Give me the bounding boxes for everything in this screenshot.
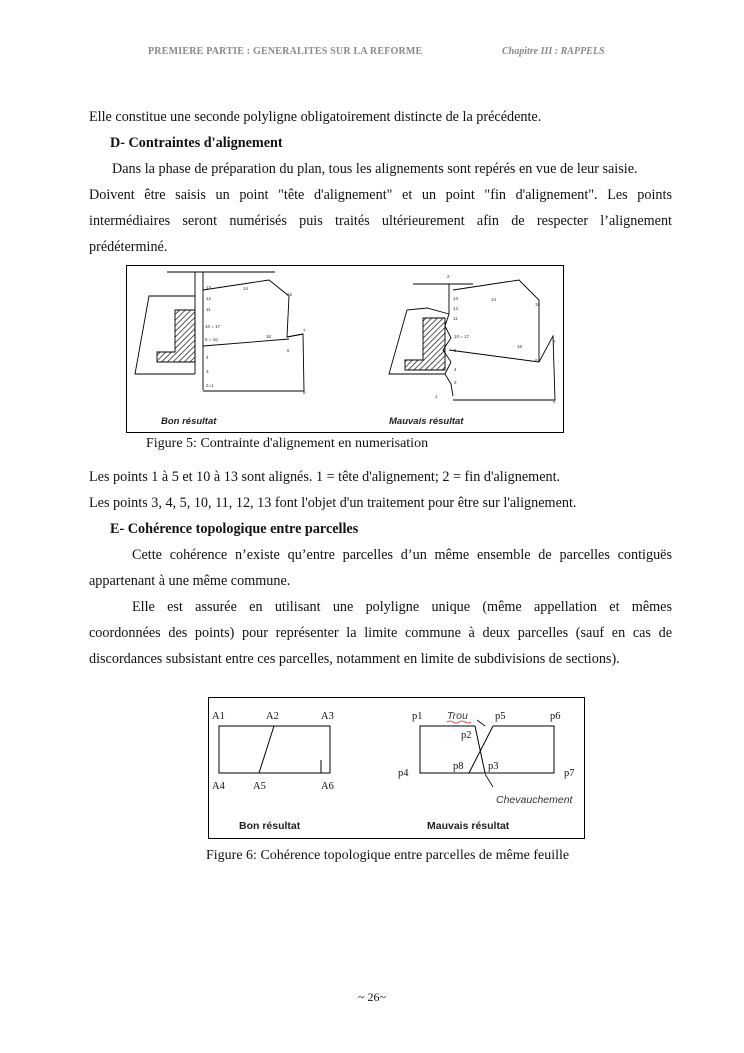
paragraph-d-line4: prédéterminé.: [89, 239, 168, 255]
figure-5-caption: Figure 5: Contrainte d'alignement en numerisation: [146, 436, 429, 451]
figure-5-good-point-labels: [205, 285, 306, 395]
point-p1: p1: [412, 711, 423, 722]
paragraph-e2-line2: coordonnées des points) pour représenter la limite commune à deux parcelles (sauf en cas de: [89, 625, 672, 641]
svg-text:15: 15: [287, 292, 293, 297]
paragraph-d-line1: Dans la phase de préparation du plan, tous les alignements sont repérés en vue de leur saisie.: [112, 161, 638, 177]
svg-text:13: 13: [453, 296, 459, 301]
svg-text:2: 2: [447, 274, 450, 279]
svg-text:1: 1: [435, 394, 438, 399]
svg-text:14: 14: [491, 297, 497, 302]
point-a3: A3: [321, 711, 334, 722]
figure-5-bad-point-labels: [435, 274, 556, 404]
figure-6-caption: Figure 6: Cohérence topologique entre parcelles de même feuille: [206, 848, 570, 863]
point-p2: p2: [461, 730, 472, 741]
section-heading-e: E- Cohérence topologique entre parcelles: [110, 521, 359, 537]
svg-text:5 = 10: 5 = 10: [205, 337, 218, 342]
svg-text:16: 16: [517, 344, 523, 349]
svg-text:6: 6: [535, 358, 538, 363]
figure-5-bad-result: [389, 280, 555, 400]
svg-text:14: 14: [243, 286, 249, 291]
svg-text:4: 4: [454, 367, 457, 372]
paragraph-e2-line3: discordances subsistant entre ces parcelles, notamment en limite de subdivisions de sections).: [89, 651, 620, 667]
svg-text:12: 12: [453, 306, 459, 311]
point-p6: p6: [550, 711, 561, 722]
section-heading-d: D- Contraintes d'alignement: [110, 135, 283, 151]
paragraph-e1-line1: Cette cohérence n’existe qu’entre parcelles d’un même ensemble de parcelles contiguës: [132, 547, 672, 563]
running-header-part: PREMIERE PARTIE : GENERALITES SUR LA REFORME: [148, 46, 423, 57]
figure-6-bad-result: [420, 720, 554, 787]
point-p3: p3: [488, 761, 499, 772]
svg-text:8: 8: [553, 399, 556, 404]
svg-text:6: 6: [287, 348, 290, 353]
point-a6: A6: [321, 781, 334, 792]
svg-text:10 = 17: 10 = 17: [454, 334, 470, 339]
svg-text:11: 11: [453, 316, 458, 321]
svg-text:13: 13: [206, 285, 212, 290]
point-p8: p8: [453, 761, 464, 772]
svg-text:5: 5: [454, 348, 457, 353]
figure-6-topology: [208, 697, 585, 839]
svg-text:12: 12: [206, 296, 212, 301]
svg-text:7: 7: [553, 339, 556, 344]
point-p5: p5: [495, 711, 506, 722]
point-a4: A4: [212, 781, 225, 792]
paragraph-e1-line2: appartenant à une même commune.: [89, 573, 291, 589]
svg-text:10 = 17: 10 = 17: [205, 324, 221, 329]
svg-text:3: 3: [454, 380, 457, 385]
svg-text:8: 8: [303, 390, 306, 395]
svg-text:7: 7: [303, 328, 306, 333]
paragraph-d-line2: Doivent être saisis un point "tête d'alignement" et un point "fin d'alignement". Les points: [89, 187, 672, 203]
chevauchement-label: Chevauchement: [496, 794, 573, 806]
figure-6-label-bad: Mauvais résultat: [427, 820, 510, 832]
page-number: ~ 26~: [358, 990, 386, 1004]
svg-text:15: 15: [535, 302, 541, 307]
point-p4: p4: [398, 768, 409, 779]
svg-text:4: 4: [206, 355, 209, 360]
figure-5-good-result: [135, 272, 304, 391]
point-p7: p7: [564, 768, 575, 779]
trou-label: Trou: [447, 710, 468, 722]
figure-6-label-good: Bon résultat: [239, 820, 301, 832]
figure-5-drawing: [127, 266, 562, 431]
running-header-chapter: Chapitre III : RAPPELS: [502, 46, 605, 57]
figure-6-good-result: [219, 726, 330, 773]
figure-5-alignment: [126, 265, 564, 433]
paragraph-intro: Elle constitue une seconde polyligne obligatoirement distincte de la précédente.: [89, 109, 542, 125]
svg-text:16: 16: [266, 334, 272, 339]
figure-5-label-bad: Mauvais résultat: [389, 416, 464, 427]
paragraph-treated-points: Les points 3, 4, 5, 10, 11, 12, 13 font l'objet d'un traitement pour être sur l'alignement.: [89, 495, 577, 511]
figure-5-label-good: Bon résultat: [161, 416, 217, 427]
paragraph-e2-line1: Elle est assurée en utilisant une polyligne unique (même appellation et mêmes: [132, 599, 672, 615]
paragraph-aligned-points: Les points 1 à 5 et 10 à 13 sont alignés. 1 = tête d'alignement; 2 = fin d'alignement.: [89, 469, 561, 485]
point-a1: A1: [212, 711, 225, 722]
paragraph-d-line3: intermédiaires seront numérisés puis traités ultérieurement afin de respecter l’alignement: [89, 213, 672, 229]
svg-text:2=1: 2=1: [206, 383, 214, 388]
svg-text:11: 11: [206, 307, 211, 312]
figure-6-drawing: [209, 698, 583, 837]
svg-text:3: 3: [206, 369, 209, 374]
point-a2: A2: [266, 711, 279, 722]
point-a5: A5: [253, 781, 266, 792]
